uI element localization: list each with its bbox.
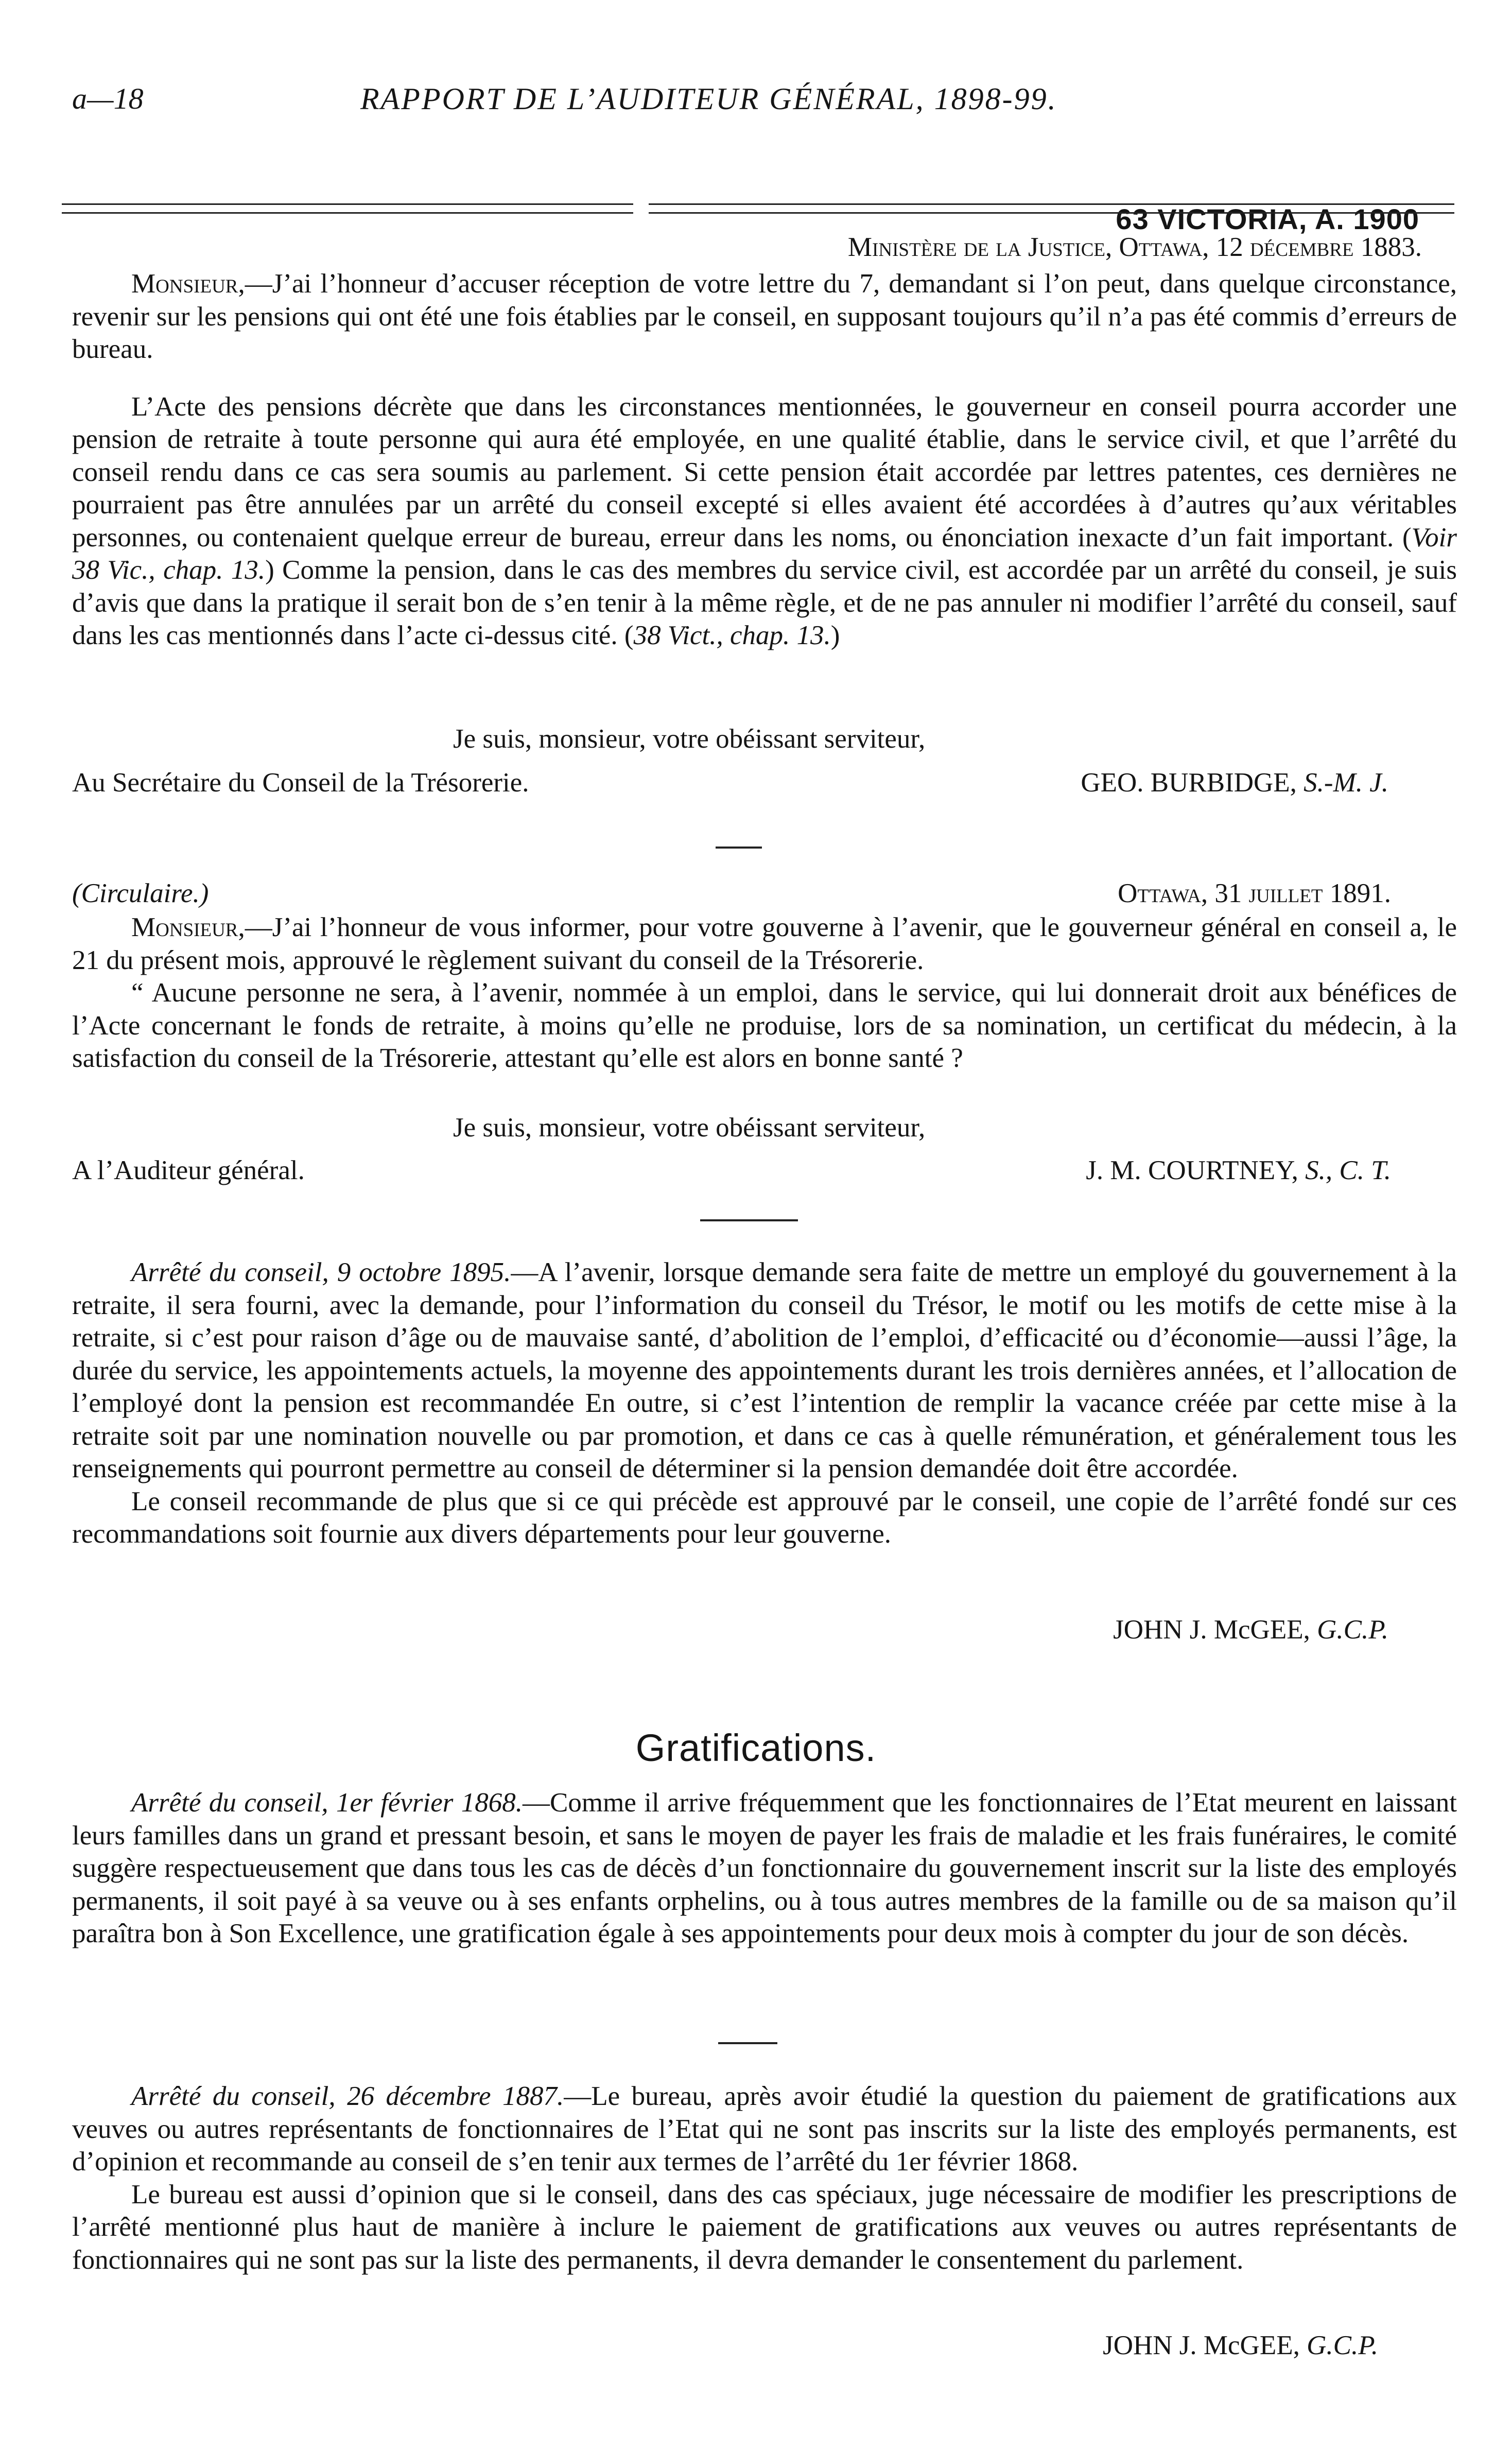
letter2-label: (Circulaire.) [72,878,209,908]
order1887-lead: Arrêté du conseil, 26 décembre 1887. [131,2081,564,2111]
letter1-body [72,268,1457,652]
letter1-ref2: 38 Vict., chap. 13. [633,620,831,650]
order1895-signature [1113,1614,1388,1645]
order1868-lead: Arrêté du conseil, 1er février 1868. [131,1788,523,1818]
letter2-paragraph-1 [72,911,1457,977]
letter2-addressee: A l’Auditeur général. [72,1155,305,1185]
order1895-paragraph-1 [72,1256,1457,1486]
letter1-paragraph-1 [72,268,1457,366]
letter1-para1-text: —J’ai l’honneur d’accuser réception de votre lettre du 7, demandant si l’on peut, dans quelque circonstance, revenir sur les pensions qui ont été une fois établies par le conseil, en supposant toujours qu’il n’a pas été commis d’erreurs de bureau. [72,269,1457,364]
order1887-body [72,2080,1457,2276]
order1895-para1-text: —A l’avenir, lorsque demande sera faite de mettre un employé du gouvernement à la retraite, il sera fourni, avec la demande, pour l’information du conseil du Trésor, le motif ou les motifs de cette mise à la retraite, si c’est pour raison d’âge ou de mauvaise santé, d’abolition de l’emploi, d’efficacité ou d’économie—aussi l’âge, la durée du service, les appointements actuels, la moyenne des appointements durant les trois dernières années, et l’allocation de l’employé dont la pension est recommandée En outre, si c’est l’intention de remplir la vacance créée par cette mise à la retraite soit par une nomination nouvelle ou par promotion, et dans ce cas à quelle rémunération, et généralement tous les renseignements qui pourront permettre au conseil de déterminer si la pension demandée doit être accordée. [72,1257,1457,1483]
separator-rule [716,847,762,849]
order1868-para1-text: —Comme il arrive fréquemment que les fonctionnaires de l’Etat meurent en laissant leurs familles dans un grand et pressant besoin, et sans le moyen de payer les frais de maladie et les frais funéraires, le comité suggère respectueusement que dans tous les cas de décès d’un fonctionnaire du gouvernement inscrit sur la liste des employés permanents, il soit payé à sa veuve ou à ses enfants orphelins, ou à tous autres membres de la famille ou de sa maison qu’il paraîtra bon à Son Excellence, une gratification égale à ses appointements pour deux mois à compter du jour de son décès. [72,1788,1457,1948]
letter1-para2-a: L’Acte des pensions décrète que dans les circonstances mentionnées, le gouverneur en conseil pourra accorder une pension de retraite à toute personne qui aura été employée, en une qualité établie, dans le service civil, et que l’arrêté du conseil rendu dans ce cas sera soumis au parlement. Si cette pension était accordée par lettres patentes, ces dernières ne pourraient pas être annulées par un arrêté du conseil excepté si elles avaient été accordées à d’autres qu’aux véritables personnes, ou contenaient quelque erreur de bureau, erreur dans les noms, ou énonciation inexacte d’un fait important. ( [72,391,1457,552]
letter2-signature [1086,1155,1391,1186]
order1887-para1-text: —Le bureau, après avoir étudié la question du paiement de gratifications aux veuves ou autres représentants de fonctionnaires de l’Etat qui ne sont pas inscrits sur la liste des employés permanents, est d’opinion et recommande au conseil de s’en tenir aux termes de l’arrêté du 1er février 1868. [72,2081,1457,2177]
order1868-body [72,1787,1457,1950]
order1887-signature [1103,2330,1378,2361]
letter1-closing: Je suis, monsieur, votre obéissant serviteur, [453,724,926,754]
order1887-paragraph-2: Le bureau est aussi d’opinion que si le conseil, dans des cas spéciaux, juge nécessaire de modifier les prescriptions de l’arrêté mentionné plus haut de manière à inclure le paiement de gratifications aux veuves ou autres représentants de fonctionnaires qui ne sont pas sur la liste des permanents, il devra demander le consentement du parlement. [72,2179,1457,2275]
order1895-paragraph-2: Le conseil recommande de plus que si ce qui précède est approuvé par le conseil, une copie de l’arrêté fondé sur ces recommandations soit fournie aux divers départements pour leur gouverne. [72,1486,1457,1549]
order1887-signature-title: G.C.P. [1307,2330,1378,2360]
section-heading: Gratifications. [635,1726,877,1769]
letter1-paragraph-2 [72,391,1457,652]
letter1-para2-b: ) Comme la pension, dans le cas des membres du service civil, est accordée par un arrêté du conseil, je suis d’avis que dans la pratique il serait bon de s’en tenir à la même règle, et de ne pas annuler ni modifier l’arrêté du conseil, sauf dans les cas mentionnés dans l’acte ci-dessus cité. ( [72,555,1457,650]
separator-rule [718,2042,777,2044]
session-label: 63 VICTORIA, A. 1900 [1116,203,1419,235]
order1895-signature-title: G.C.P. [1317,1615,1388,1645]
order1895-signature-name: JOHN J. McGEE, [1113,1615,1317,1645]
header-rule-right [649,203,1454,214]
letter1-dateline: Ministère de la Justice, Ottawa, 12 décembre 1883. [847,232,1422,262]
letter1-para2-c: ) [830,620,840,650]
letter2-salutation: Monsieur, [131,912,245,942]
letter2-signature-title: S., C. T. [1305,1155,1391,1185]
letter2-para1-text: —J’ai l’honneur de vous informer, pour votre gouverne à l’avenir, que le gouverneur général en conseil a, le 21 du présent mois, approuvé le règlement suivant du conseil de la Trésorerie. [72,912,1457,975]
order1868-paragraph-1 [72,1787,1457,1950]
order1895-lead: Arrêté du conseil, 9 octobre 1895. [131,1257,511,1287]
letter1-signature-title: S.-M. J. [1304,768,1388,798]
letter2-paragraph-2: “ Aucune personne ne sera, à l’avenir, nommée à un emploi, dans le service, qui lui donnerait droit aux bénéfices de l’Acte concernant le fonds de retraite, à moins qu’elle ne produise, lors de sa nomination, un certificat du médecin, à la satisfaction du conseil de la Trésorerie, attestant qu’elle est alors en bonne santé ? [72,978,1457,1073]
letter1-salutation: Monsieur, [131,269,245,299]
order1895-body [72,1256,1457,1551]
letter1-addressee: Au Secrétaire du Conseil de la Trésorerie. [72,768,529,798]
letter1-ref1: Voir 38 Vic., chap. 13. [72,522,1457,585]
letter2-body [72,911,1457,1075]
letter2-signature-name: J. M. COURTNEY, [1086,1155,1306,1185]
order1887-paragraph-1 [72,2080,1457,2179]
header-rule-left [62,203,633,214]
order1887-signature-name: JOHN J. McGEE, [1103,2330,1307,2360]
separator-rule [700,1219,798,1221]
letter2-closing: Je suis, monsieur, votre obéissant serviteur, [453,1113,926,1143]
running-header [72,66,1440,235]
letter2-dateline: Ottawa, 31 juillet 1891. [1118,878,1391,908]
letter1-signature-name: GEO. BURBIDGE, [1081,768,1304,798]
report-title: RAPPORT DE L’AUDITEUR GÉNÉRAL, 1898-99. [360,82,1057,116]
letter1-signature [1081,767,1388,798]
page-number: a—18 [72,82,144,115]
